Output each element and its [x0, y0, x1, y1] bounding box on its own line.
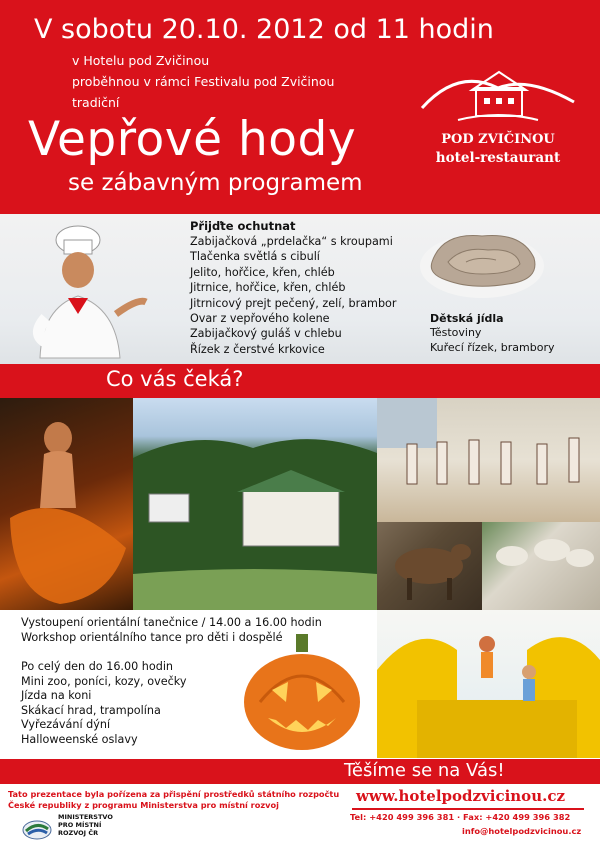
allday-line: Jízda na koni [21, 689, 92, 703]
kids-heading: Dětská jídla [430, 312, 504, 325]
main-title: Vepřové hody [28, 112, 357, 167]
dancers-group-icon [377, 398, 600, 522]
menu-item: Jitrnicový prejt pečený, zelí, brambor [190, 296, 397, 310]
allday-line: Po celý den do 16.00 hodin [21, 660, 174, 673]
sponsor-note [8, 789, 338, 811]
dance-workshop-photo [377, 398, 600, 522]
menu-item: Tlačenka světlá s cibulí [190, 250, 320, 264]
ministry-logo [22, 813, 142, 845]
greeting-banner [0, 759, 600, 784]
hotel-photo [133, 398, 377, 610]
menu-item: Ovar z vepřového kolene [190, 312, 330, 326]
dance-line: Workshop orientálního tance pro děti i dospělé [21, 630, 283, 644]
sausage-icon [412, 218, 552, 306]
sheep-icon [482, 522, 600, 610]
pumpkin-image [238, 630, 366, 754]
goat-photo [377, 522, 482, 610]
event-date: V sobotu 20.10. 2012 od 11 hodin [34, 14, 494, 45]
phone-fax: Tel: +420 499 396 381 · Fax: +420 499 396 382 [350, 812, 571, 822]
intro-line-2: proběhnou v rámci Festivalu pod Zvičinou [72, 74, 335, 89]
intro-line-3: tradiční [72, 95, 120, 110]
menu-item: Jelito, hořčice, křen, chléb [190, 265, 335, 279]
allday-line: Halloweenské oslavy [21, 732, 138, 746]
sausages-image [412, 218, 552, 306]
chef-icon [20, 218, 160, 360]
menu-item: Řízek z čerstvé krkovice [190, 342, 325, 356]
menu-item: Zabijačková „prdelačka“ s kroupami [190, 235, 393, 248]
sponsor-line: České republiky z programu Ministerstva pro místní rozvoj [8, 800, 279, 810]
sheep-photo [482, 522, 600, 610]
allday-line: Mini zoo, poníci, kozy, ovečky [21, 674, 187, 688]
menu-list [190, 234, 420, 357]
subtitle: se zábavným programem [68, 170, 363, 196]
program-banner [0, 364, 600, 398]
greeting: Těšíme se na Vás! [344, 760, 505, 781]
allday-info [21, 660, 221, 748]
allday-line: Skákací hrad, trampolína [21, 703, 161, 717]
ministry-line: PRO MÍSTNÍ [58, 821, 102, 829]
menu-item: Zabijačkový guláš v chlebu [190, 327, 342, 341]
logo-name: POD ZVIČINOU [441, 132, 555, 147]
kids-item: Kuřecí řízek, brambory [430, 341, 555, 354]
ministry-line: MINISTERSTVO [58, 813, 113, 821]
sponsor-line: Tato prezentace byla pořízena za přispění prostředků státního rozpočtu [8, 789, 340, 799]
email-link[interactable]: info@hotelpodzvicinou.cz [462, 826, 582, 836]
ministry-line: ROZVOJ ČR [58, 829, 99, 837]
menu-item: Jitrnice, hořčice, křen, chléb [190, 281, 346, 295]
hotel-building-photo-icon [133, 398, 377, 610]
goat-icon [377, 522, 482, 610]
program-heading: Co vás čeká? [106, 367, 244, 391]
hotel-logo [418, 58, 578, 178]
belly-dancer-photo [0, 398, 133, 610]
dancer-icon [0, 398, 133, 610]
website-underline [352, 808, 584, 810]
menu-heading: Přijďte ochutnat [190, 219, 296, 233]
intro-line-1: v Hotelu pod Zvičinou [72, 53, 210, 68]
chef-illustration [20, 218, 160, 360]
website-link[interactable]: www.hotelpodzvicinou.cz [356, 787, 565, 805]
bouncy-castle-icon [377, 610, 600, 758]
logo-type: hotel-restaurant [435, 150, 561, 166]
ministry-emblem-icon [22, 819, 52, 841]
jack-o-lantern-icon [238, 630, 366, 754]
allday-line: Vyřezávání dýní [21, 718, 111, 732]
dance-line: Vystoupení orientální tanečnice / 14.00 a 16.00 hodin [21, 616, 322, 629]
hotel-building-icon [418, 58, 578, 130]
bouncy-castle-photo [377, 610, 600, 758]
kids-item: Těstoviny [430, 326, 482, 339]
